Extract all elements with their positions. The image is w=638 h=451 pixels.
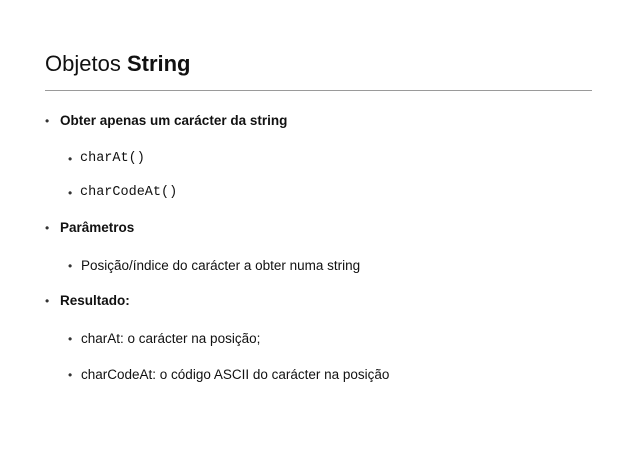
slide-title-bold: String — [126, 51, 191, 76]
bullet-text: Resultado: — [60, 293, 130, 308]
sub-bullet-text: charCodeAt: o código ASCII do carácter na posição — [81, 367, 390, 382]
code-text: charAt() — [80, 151, 145, 166]
bullet-dot: • — [68, 186, 73, 200]
bullet-dot: • — [45, 114, 50, 128]
sub-bullet-text: charAt: o carácter na posição; — [81, 331, 261, 346]
bullet-dot: • — [68, 332, 73, 346]
bullet-dot: • — [45, 294, 50, 308]
slide-title — [45, 50, 191, 78]
code-text: charCodeAt() — [80, 185, 178, 200]
bullet-dot: • — [45, 221, 50, 235]
slide-title-regular: Objetos — [45, 51, 127, 76]
bullet-text: Obter apenas um carácter da string — [60, 113, 288, 128]
bullet-text: Parâmetros — [60, 220, 135, 235]
bullet-dot: • — [68, 152, 73, 166]
bullet-dot: • — [68, 368, 73, 382]
title-divider — [45, 90, 592, 91]
sub-bullet-text: Posição/índice do carácter a obter numa string — [81, 258, 361, 273]
bullet-dot: • — [68, 259, 73, 273]
